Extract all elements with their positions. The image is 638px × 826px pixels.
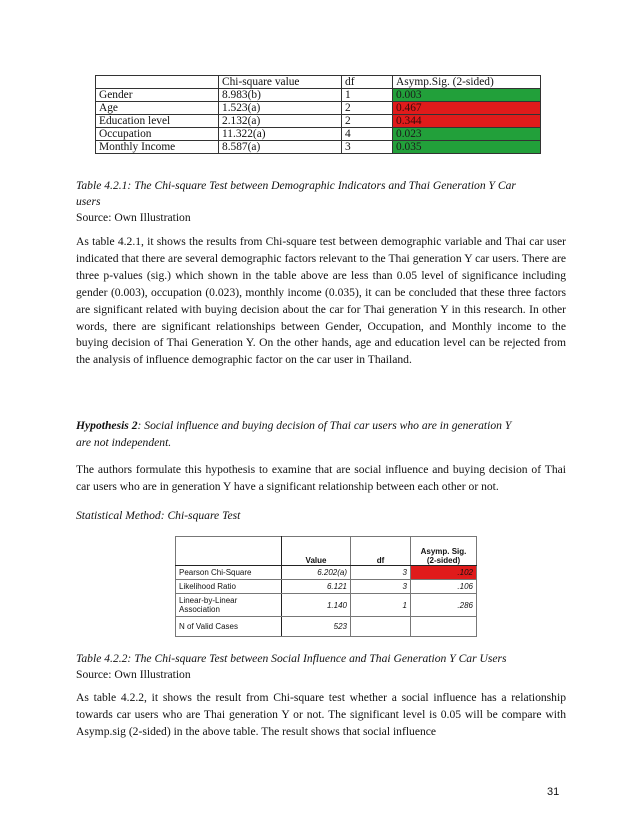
table1-caption-line1: Table 4.2.1: The Chi-square Test between Demographic Indicators and Thai Generation Y Car [76, 179, 516, 192]
row-label: Education level [96, 115, 219, 128]
paragraph-2: The authors formulate this hypothesis to examine that are social influence and buying decision of Thai car users who are in generation Y have a significant relationship between each other or not. [76, 463, 566, 493]
page-number: 31 [547, 786, 560, 798]
table-row [96, 89, 541, 102]
df-cell [351, 617, 411, 637]
hypothesis-text-line1: : Social influence and buying decision of Thai car users who are in generation Y [137, 419, 512, 432]
table-header-cell: Chi-square value [219, 76, 342, 89]
df-value: 2 [342, 102, 393, 115]
table-row [96, 128, 541, 141]
chi-square-value: 8.587(a) [219, 141, 342, 154]
table-row [176, 580, 477, 594]
social-influence-table-wrap [175, 536, 477, 637]
table-header-cell [96, 76, 219, 89]
chi-square-value: 1.523(a) [219, 102, 342, 115]
table1-caption-line2: users [76, 195, 101, 208]
sig-cell: .286 [411, 594, 477, 617]
hypothesis-text-line2: are not independent. [76, 435, 172, 449]
table2-source: Source: Own Illustration [76, 668, 191, 681]
row-label-line2: Association [179, 605, 220, 614]
chi-square-value: 8.983(b) [219, 89, 342, 102]
row-label: N of Valid Cases [176, 617, 282, 637]
sig-value: 0.467 [393, 102, 541, 115]
table-header-cell: Value [282, 537, 351, 566]
table-header-row [96, 76, 541, 89]
table1-source: Source: Own Illustration [76, 211, 191, 224]
df-cell: 3 [351, 580, 411, 594]
statistical-method: Statistical Method: Chi-square Test [76, 509, 241, 522]
chi-square-value: 11.322(a) [219, 128, 342, 141]
row-label: Gender [96, 89, 219, 102]
df-cell: 3 [351, 566, 411, 580]
value-cell: 523 [282, 617, 351, 637]
table-header-cell: Asymp.Sig. (2-sided) [393, 76, 541, 89]
row-label: Pearson Chi-Square [176, 566, 282, 580]
table-header-row [176, 537, 477, 566]
hypothesis-2 [76, 418, 566, 452]
sig-cell: .102 [411, 566, 477, 580]
df-value: 3 [342, 141, 393, 154]
sig-header-line2: (2-sided) [426, 556, 461, 565]
sig-value: 0.023 [393, 128, 541, 141]
row-label-line1: Linear-by-Linear [179, 596, 238, 605]
table2-caption: Table 4.2.2: The Chi-square Test between Social Influence and Thai Generation Y Car Users [76, 652, 507, 665]
df-value: 4 [342, 128, 393, 141]
table-row [96, 141, 541, 154]
value-cell: 6.202(a) [282, 566, 351, 580]
hypothesis-label: Hypothesis 2 [76, 419, 138, 432]
paragraph-1: As table 4.2.1, it shows the results from Chi-square test between demographic variable and Thai car user indicated that there are several demographic factors relevant to the Thai generation Y car users. There are three p-values (sig.) which shown in the table above are less than 0.05 level of significance including gender (0.003), occupation (0.023), monthly income (0.035), it can be concluded that these three factors are significant related with buying decision about the car for Thai generation Y in this research. In other words, there are significant relationships between Gender, Occupation, and Monthly income to the buying decision of Thai Generation Y. On the other hands, age and education level can be rejected from the analysis of influence demographic factor on the car user in Thailand. [76, 235, 566, 367]
table-row [176, 566, 477, 580]
table-row [176, 594, 477, 617]
df-cell: 1 [351, 594, 411, 617]
row-label [176, 594, 282, 617]
sig-cell: .106 [411, 580, 477, 594]
row-label: Occupation [96, 128, 219, 141]
sig-value: 0.003 [393, 89, 541, 102]
row-label: Monthly Income [96, 141, 219, 154]
df-value: 2 [342, 115, 393, 128]
value-cell: 1.140 [282, 594, 351, 617]
table-header-cell [411, 537, 477, 566]
demographic-chi-square-table [95, 75, 541, 154]
table-header-cell: df [342, 76, 393, 89]
table-header-cell [176, 537, 282, 566]
table-row [96, 115, 541, 128]
sig-value: 0.035 [393, 141, 541, 154]
table-row [176, 617, 477, 637]
value-cell: 6.121 [282, 580, 351, 594]
sig-header-line1: Asymp. Sig. [420, 547, 467, 556]
sig-value: 0.344 [393, 115, 541, 128]
table-row [96, 102, 541, 115]
row-label: Likelihood Ratio [176, 580, 282, 594]
paragraph-3: As table 4.2.2, it shows the result from Chi-square test whether a social influence has a relationship towards car users who are Thai generation Y or not. The significant level is 0.05 will be compare with Asymp.sig (2-sided) in the above table. The result shows that social influence [76, 691, 566, 738]
table-header-cell: df [351, 537, 411, 566]
social-influence-chi-square-table [175, 536, 477, 637]
row-label: Age [96, 102, 219, 115]
df-value: 1 [342, 89, 393, 102]
chi-square-value: 2.132(a) [219, 115, 342, 128]
sig-cell [411, 617, 477, 637]
